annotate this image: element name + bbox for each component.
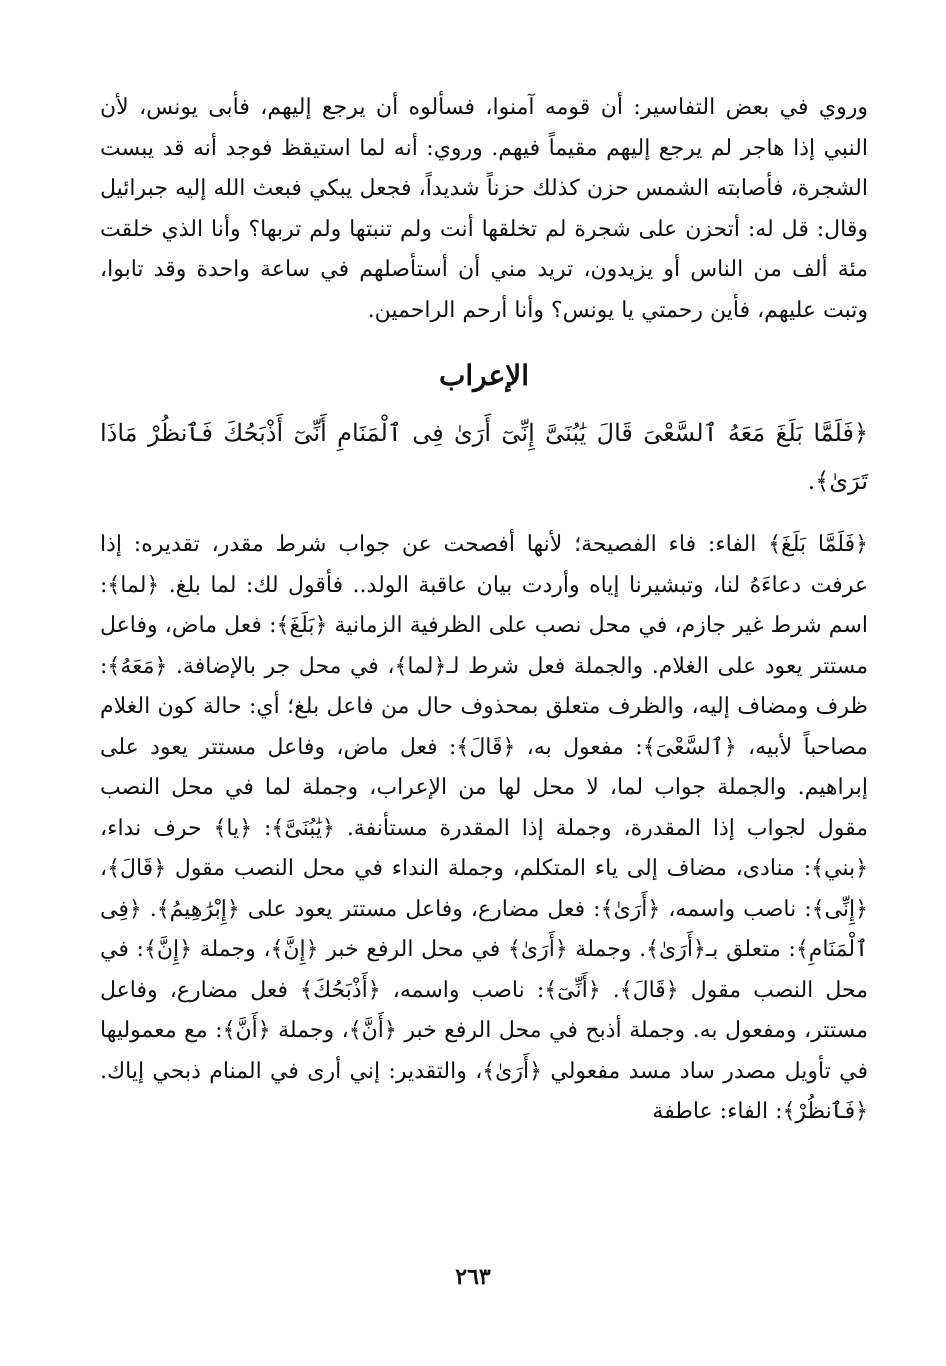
intro-paragraph: وروي في بعض التفاسير: أن قومه آمنوا، فسألوه أن يرجع إليهم، فأبى يونس، لأن النبي إذا هاجر لم يرجع إليهم مقيماً فيهم. وروي: أنه لما استيقظ فوجد أنه قد يبست الشجرة، فأصابته الشمس حزن كذلك حزناً شديداً، فجعل يبكي فبعث الله إليه جبرائيل وقال: قل له: أتحزن على شجرة لم تخلقها أنت ولم تنبتها ولم تربها؟ وأنا الذي خلقت مئة ألف من الناس أو يزيدون، تريد مني أن أستأصلهم في ساعة واحدة وقد تابوا، وتبت عليهم، فأين رحمتي يا يونس؟ وأنا أرحم الراحمين.	[100, 95, 869, 323]
irab-paragraph: ﴿فَلَمَّا بَلَغَ﴾ الفاء: فاء الفصيحة؛ لأنها أفصحت عن جواب شرط مقدر، تقديره: إذا عرفت دعاءَهُ لنا، وتبشيرنا إياه وأردت بيان عاقبة الولد.. فأقول لك: لما بلغ. ﴿لما﴾: اسم شرط غير جازم، في محل نصب على الظرفية الزمانية ﴿بَلَغَ﴾: فعل ماض، وفاعل مستتر يعود على الغلام. والجملة فعل شرط لـ﴿لما﴾، في محل جر بالإضافة. ﴿مَعَهُ﴾: ظرف ومضاف إليه، والظرف متعلق بمحذوف حال من فاعل بلغ؛ أي: حالة كون الغلام مصاحباً لأبيه، ﴿ٱلسَّعْىَ﴾: مفعول به، ﴿قَالَ﴾: فعل ماض، وفاعل مستتر يعود على إبراهيم. والجملة جواب لما، لا محل لها من الإعراب، وجملة لما في محل النصب مقول لجواب إذا المقدرة، وجملة إذا المقدرة مستأنفة. ﴿يَٰبُنَىَّ﴾: ﴿يا﴾ حرف نداء، ﴿بني﴾: منادى، مضاف إلى ياء المتكلم، وجملة النداء في محل النصب مقول ﴿قَالَ﴾، ﴿إِنِّى﴾: ناصب واسمه، ﴿أَرَىٰ﴾: فعل مضارع، وفاعل مستتر يعود على ﴿إِبْرَٰهِيمُ﴾. ﴿فِى ٱلْمَنَامِ﴾: متعلق بـ﴿أَرَىٰ﴾. وجملة ﴿أَرَىٰ﴾ في محل الرفع خبر ﴿إِنَّ﴾، وجملة ﴿إِنَّ﴾: في محل النصب مقول ﴿قَالَ﴾. ﴿أَنِّىٓ﴾: ناصب واسمه، ﴿أَذْبَحُكَ﴾ فعل مضارع، وفاعل مستتر، ومفعول به. وجملة أذبح في محل الرفع خبر ﴿أَنَّ﴾، وجملة ﴿أَنَّ﴾: مع معموليها في تأويل مصدر ساد مسد مفعولي ﴿أَرَىٰ﴾، والتقدير: إني أرى في المنام ذبحي إياك. ﴿فَٱنظُرْ﴾: الفاء: عاطفة	[100, 532, 868, 1124]
quran-verse: ﴿فَلَمَّا بَلَغَ مَعَهُ ٱلسَّعْىَ قَالَ يَٰبُنَىَّ إِنِّىٓ أَرَىٰ فِى ٱلْمَنَامِ أَنِّىٓ أَذْبَحُكَ فَٱنظُرْ مَاذَا تَرَىٰ﴾.	[100, 419, 868, 495]
section-title: الإعراب	[438, 359, 530, 392]
page-number: ٢٦٣	[455, 1264, 491, 1290]
spacer	[100, 505, 868, 525]
page-body	[100, 88, 868, 1133]
